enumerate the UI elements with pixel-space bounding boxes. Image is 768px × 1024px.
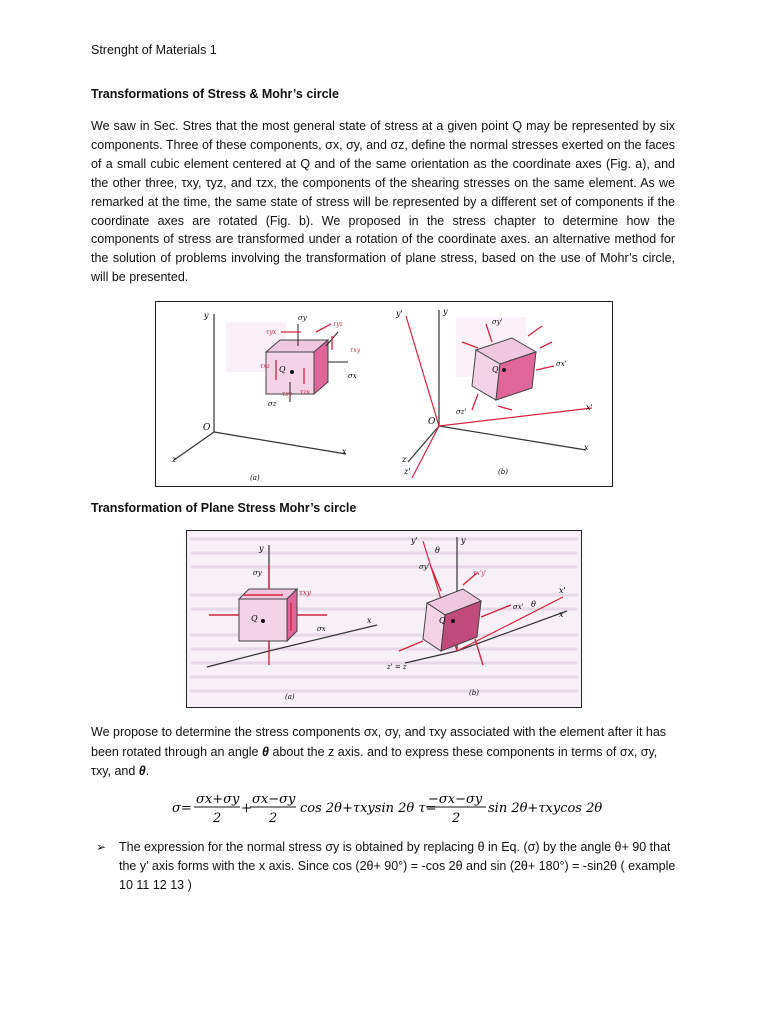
bullet-text: The expression for the normal stress σy is obtained by replacing θ in Eq. (σ) by the angle θ+ 90 that the y’ axis forms with the x axis. Since cos (2θ+ 90°) = -cos 2θ and sin (2θ+ 180°) = -sin2θ ( example 10 11 12 13 ) <box>119 840 676 893</box>
fig1a-txz: τxz <box>260 363 270 370</box>
fig2a-point-q: Q <box>251 614 258 623</box>
eq-plus: + <box>241 801 252 816</box>
fig1b-axis-y: y <box>443 307 448 316</box>
eq-mid: cos 2θ+τxysin 2θ τ= <box>300 801 437 816</box>
rotation-text-1: We propose to determine the stress components σx, σy, and τxy associated with the element after it has been rotated through an angle <box>91 725 667 759</box>
fig2b-point-q: Q <box>439 616 446 625</box>
fig2b-axis-x: x <box>559 610 564 619</box>
eq-num2: σx−σy <box>252 792 296 807</box>
fig1a-sy: σy <box>298 314 307 322</box>
eq-den3: 2 <box>452 811 461 826</box>
fig1b-axis-xp: x' <box>586 403 593 412</box>
fig1b-origin: O <box>428 417 436 427</box>
fig2a-axis-x: x <box>367 616 372 625</box>
fig2b-axis-y: y <box>461 536 466 545</box>
eq-tail: sin 2θ+τxycos 2θ <box>488 801 603 816</box>
fig1b-axis-z: z <box>402 455 407 464</box>
fig1b-syp: σy' <box>492 318 503 326</box>
bullet-arrow-icon: ➢ <box>96 840 107 854</box>
fig2b-theta-top: θ <box>435 546 440 555</box>
fig2a-sx: σx <box>317 625 326 633</box>
fig1b-szp: σz' <box>456 408 467 416</box>
fig1b-axis-yp: y' <box>396 309 403 318</box>
eq-num3: −σx−σy <box>428 792 483 807</box>
fig1a-sx: σx <box>348 372 357 380</box>
intro-paragraph: We saw in Sec. Stres that the most general state of stress at a given point Q may be represented by six components. Three of these components, σx, σy, and σz, define the normal stresses exerted on the faces of a small cubic element centered at Q and of the same orientation as the coordinate axes (Fig. a), and the other three, τxy, τyz, and τzx, the components of the shearing stresses on the same element. As we remarked at the time, the same state of stress will be represented by a different set of components if the coordinate axes are rotated (Fig. b). We proposed in the stress chapter to determine how the components of stress are transformed under a rotation of the coordinate axes. an alternative method for the solution of problems involving the transformation of plane stress, based on the use of Mohr’s circle, will be presented. <box>91 119 675 285</box>
fig2b-axis-yp: y' <box>411 536 418 545</box>
fig1a-tzx: τzx <box>300 389 310 396</box>
figure-plane-stress <box>186 530 582 708</box>
figure-plane-svg <box>187 531 581 707</box>
fig2a-axis-y: y <box>259 544 264 553</box>
fig1b-sxp: σx' <box>556 360 567 368</box>
fig2a-txy: τxy <box>299 589 311 597</box>
fig2b-zz: z' = z <box>387 663 407 671</box>
fig1a-sz: σz <box>268 400 277 408</box>
section-title-plane-stress: Transformation of Plane Stress Mohr’s circle <box>91 501 357 515</box>
figure-3d-svg <box>156 302 612 486</box>
rotation-text-3: . <box>145 764 150 778</box>
theta-symbol: θ <box>261 744 269 759</box>
fig1a-label: (a) <box>250 474 260 482</box>
eq-den2: 2 <box>269 811 278 826</box>
fig1a-axis-z: z <box>172 455 177 464</box>
stress-transformation-equation <box>172 790 632 830</box>
page-header: Strenght of Materials 1 <box>91 43 217 57</box>
fig2b-theta-right: θ <box>531 600 536 609</box>
fig1a-origin: O <box>203 423 211 433</box>
fig2b-sxp: σx' <box>513 603 524 611</box>
fig2a-label: (a) <box>285 693 295 701</box>
fig2b-txyp: τx'y' <box>473 570 487 577</box>
theta-symbol: θ <box>138 764 146 778</box>
fig1b-point-q: Q <box>492 365 499 374</box>
fig1a-axis-x: x <box>342 447 347 456</box>
fig2b-syp: σy' <box>419 563 430 571</box>
fig1b-axis-x: x <box>584 443 589 452</box>
figure-3d-stress-element <box>155 301 613 487</box>
section-title-transformations: Transformations of Stress & Mohr’s circle <box>91 87 339 101</box>
eq-num1: σx+σy <box>196 792 240 807</box>
rotation-paragraph <box>91 723 675 782</box>
fig1a-tyz: τyz <box>333 321 343 328</box>
rotation-text-2: about the z axis. and to express these components in terms of σx, σy, τxy, and <box>91 744 658 778</box>
fig1a-tzy: τzy <box>282 391 292 398</box>
fig1b-label: (b) <box>498 468 508 476</box>
fig1a-point-q: Q <box>279 365 286 374</box>
fig1a-tyx: τyx <box>266 329 277 336</box>
eq-lhs: σ= <box>172 801 192 816</box>
eq-den1: 2 <box>213 811 222 826</box>
equation-svg <box>172 790 632 830</box>
fig1b-axis-zp: z' <box>404 467 411 476</box>
fig1a-txy: τxy <box>350 347 361 354</box>
fig2a-sy: σy <box>253 569 262 577</box>
fig1a-axis-y: y <box>204 311 209 320</box>
fig2b-label: (b) <box>469 689 479 697</box>
fig2b-axis-xp: x' <box>559 586 566 595</box>
